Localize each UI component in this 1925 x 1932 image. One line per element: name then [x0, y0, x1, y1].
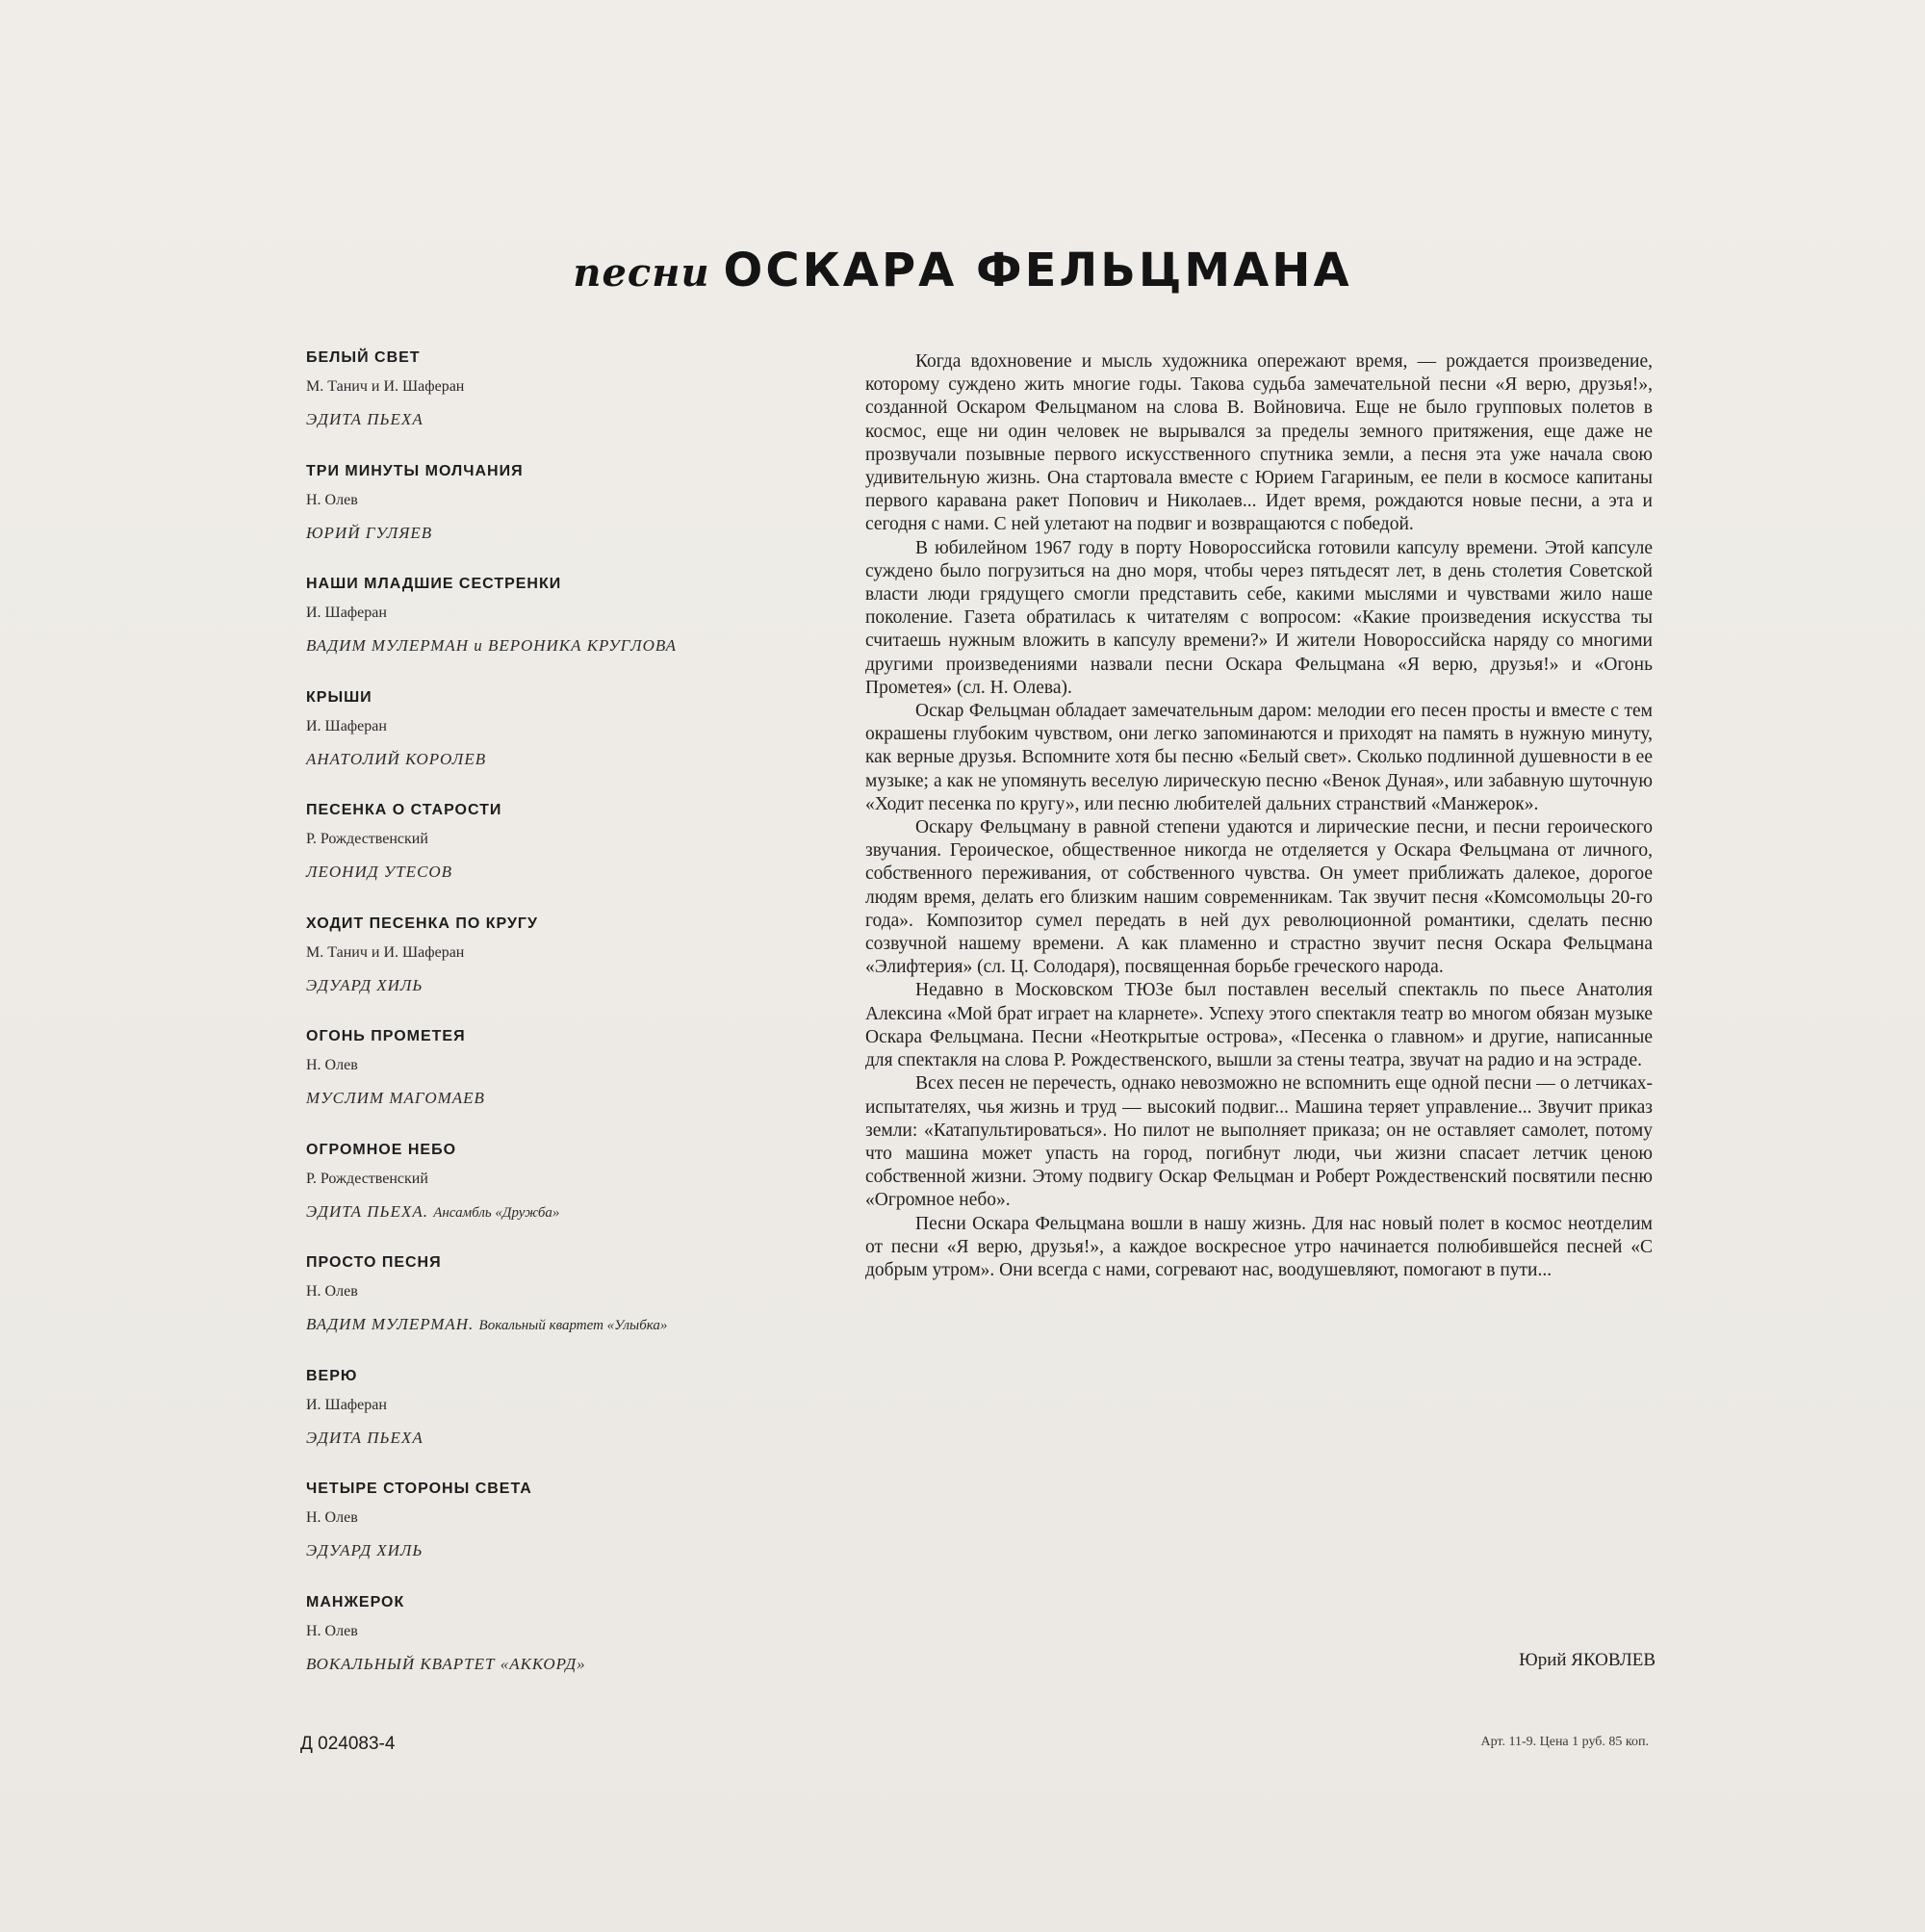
lyricist: Н. Олев — [306, 1509, 358, 1526]
performer — [306, 1533, 845, 1569]
song-title: БЕЛЫЙ СВЕТ — [306, 349, 421, 366]
track-item — [306, 1475, 845, 1588]
track-item — [306, 570, 845, 683]
track-item — [306, 457, 845, 571]
performer-name: ВОКАЛЬНЫЙ КВАРТЕТ «АККОРД» — [306, 1654, 586, 1673]
liner-paragraph: Когда вдохновение и мысль художника опережают время, — рождается произведение, которому суждено жить многие годы. Такова судьба замечательной песни «Я верю, друзья!», созданной Оскаром Фельцманом на слова В. Войновича. Еще не было групповых полетов в космос, еще ни один человек не вырывался за пределы земного притяжения, еще даже не прозвучали позывные первого искусственного спутника земли, а песня эта уже начала свою удивительную жизнь. Она стартовала вместе с Юрием Гагариным, ее пели в космосе капитаны первого каравана ракет Попович и Николаев... Идет время, рождаются новые песни, а эта и сегодня с нами. С ней улетают на подвиг и возвращаются с победой. — [865, 351, 1653, 535]
performer — [306, 1080, 845, 1117]
author-signature: Юрий ЯКОВЛЕВ — [1519, 1650, 1656, 1670]
track-item — [306, 344, 845, 457]
performer — [306, 1646, 845, 1683]
performer-name: ЭДИТА ПЬЕХА — [306, 1428, 424, 1447]
song-title: МАНЖЕРОК — [306, 1593, 405, 1610]
liner-paragraph: Всех песен не перечесть, однако невозможно не вспомнить еще одной песни — о летчиках-испытателях, чья жизнь и труд — высокий подвиг... Машина теряет управление... Звучит приказ земли: «Катапультироваться». Но пилот не выполняет приказа; он не оставляет самолет, потому что машина может упасть на город, погибнут люди, чьи жизни спасает летчик ценою собственной жизни. Этому подвигу Оскар Фельцман и Роберт Рождественский посвятили песню «Огромное небо». — [865, 1073, 1653, 1211]
lyricist: Н. Олев — [306, 1057, 358, 1073]
performer-extra: Вокальный квартет «Улыбка» — [478, 1318, 668, 1333]
song-title: ПЕСЕНКА О СТАРОСТИ — [306, 802, 502, 818]
performer — [306, 1306, 845, 1343]
album-title — [0, 244, 1925, 297]
lyricist: М. Танич и И. Шаферан — [306, 943, 465, 961]
performer-name: ЮРИЙ ГУЛЯЕВ — [306, 523, 433, 542]
lyricist: Н. Олев — [306, 1622, 358, 1639]
performer — [306, 1420, 845, 1456]
liner-paragraph: Недавно в Московском ТЮЗе был поставлен веселый спектакль по пьесе Анатолия Алексина «Мой брат играет на кларнете». Успеху этого спектакля театр во многом обязан музыке Оскара Фельцмана. Песни «Неоткрытые острова», «Песенка о главном» и другие, написанные для спектакля на слова Р. Рождественского, вышли за стены театра, звучат на радио и на эстраде. — [865, 980, 1653, 1071]
track-item — [306, 796, 845, 910]
track-item — [306, 1249, 845, 1362]
track-item — [306, 683, 845, 797]
performer-name: ЛЕОНИД УТЕСОВ — [306, 863, 453, 881]
lyricist: И. Шаферан — [306, 605, 387, 621]
composer-name: ОСКАРА ФЕЛЬЦМАНА — [723, 244, 1352, 297]
song-title: ПРОСТО ПЕСНЯ — [306, 1254, 442, 1271]
track-item — [306, 910, 845, 1023]
performer-name: АНАТОЛИЙ КОРОЛЕВ — [306, 749, 487, 768]
performer-name: ВАДИМ МУЛЕРМАН и ВЕРОНИКА КРУГЛОВА — [306, 636, 677, 655]
catalog-number: Д 024083-4 — [300, 1734, 396, 1754]
liner-paragraph: Оскару Фельцману в равной степени удаются и лирические песни, и песни героического звучания. Героическое, общественное никогда не отделяется у Оскара Фельцмана от личного, собственного переживания, от собственного чувства. Он умеет приближать далекое, дорогое людям время, делать его близким нашим современникам. Так звучит песня «Комсомольцы 20-го года». Композитор сумел передать в ней дух революционной романтики, сделать песню созвучной нашему времени. А как пламенно и страстно звучит песня Оскара Фельцмана «Элифтерия» (сл. Ц. Солодаря), посвященная борьбе греческого народа. — [865, 817, 1653, 978]
track-item — [306, 1022, 845, 1136]
price-info: Арт. 11-9. Цена 1 руб. 85 коп. — [1480, 1735, 1649, 1749]
song-title: ВЕРЮ — [306, 1367, 358, 1384]
liner-paragraph: Песни Оскара Фельцмана вошли в нашу жизнь. Для нас новый полет в космос неотделим от песни «Я верю, друзья!», а каждое воскресное утро начинается полюбившейся песней «С добрым утром». Они всегда с нами, согревают нас, воодушевляют, помогают в пути... — [865, 1213, 1653, 1280]
lyricist: И. Шаферан — [306, 1396, 387, 1413]
performer-name: ЭДИТА ПЬЕХА. — [306, 1201, 428, 1221]
title-prefix: песни — [573, 250, 710, 296]
performer-name: ЭДИТА ПЬЕХА — [306, 410, 424, 428]
song-title: ОГРОМНОЕ НЕБО — [306, 1141, 457, 1158]
track-item — [306, 1588, 845, 1702]
lyricist: М. Танич и И. Шаферан — [306, 378, 465, 395]
performer — [306, 515, 845, 552]
song-title: НАШИ МЛАДШИЕ СЕСТРЕНКИ — [306, 576, 562, 592]
performer — [306, 741, 845, 778]
lyricist: Р. Рождественский — [306, 831, 428, 847]
performer — [306, 401, 845, 438]
performer — [306, 967, 845, 1004]
lyricist: И. Шаферан — [306, 717, 387, 734]
song-title: КРЫШИ — [306, 688, 372, 706]
track-item — [306, 1136, 845, 1249]
performer-name: ВАДИМ МУЛЕРМАН. — [306, 1315, 475, 1333]
performer — [306, 1194, 845, 1230]
performer — [306, 628, 845, 664]
song-title: ТРИ МИНУТЫ МОЛЧАНИЯ — [306, 462, 524, 479]
lyricist: Р. Рождественский — [306, 1170, 428, 1187]
liner-paragraph: В юбилейном 1967 году в порту Новороссийска готовили капсулу времени. Этой капсуле суждено было погрузиться на дно моря, чтобы через пятьдесят лет, в день столетия Советской власти люди грядущего смогли представить себе, какими мыслями и чувствами жило наше поколение. Газета обратилась к читателям с вопросом: «Какие произведения искусства ты считаешь нужным вложить в капсулу времени?» И жители Новороссийска наряду со многими другими произведениями назвали песни Оскара Фельцмана «Я верю, друзья!» и «Огонь Прометея» (сл. Н. Олева). — [865, 537, 1653, 698]
liner-notes — [865, 350, 1653, 1282]
liner-paragraph: Оскар Фельцман обладает замечательным даром: мелодии его песен просты и вместе с тем окрашены глубоким чувством, они легко запоминаются и приходят на память в нужную минуту, как верные друзья. Вспомните хотя бы песню «Белый свет». Сколько подлинной душевности в ее музыке; а как не упомянуть веселую лирическую песню «Венок Дуная», или забавную шуточную «Ходит песенка по кругу», или песню любителей дальних странствий «Манжерок». — [865, 701, 1653, 814]
performer-extra: Ансамбль «Дружба» — [433, 1204, 560, 1221]
lyricist: Н. Олев — [306, 491, 358, 508]
track-item — [306, 1362, 845, 1476]
performer-name: ЭДУАРД ХИЛЬ — [306, 1541, 424, 1559]
lyricist: Н. Олев — [306, 1283, 358, 1300]
performer-name: ЭДУАРД ХИЛЬ — [306, 975, 424, 994]
performer-name: МУСЛИМ МАГОМАЕВ — [306, 1089, 485, 1107]
track-list — [306, 344, 845, 1701]
song-title: ХОДИТ ПЕСЕНКА ПО КРУГУ — [306, 914, 538, 932]
song-title: ОГОНЬ ПРОМЕТЕЯ — [306, 1028, 466, 1044]
performer — [306, 854, 845, 890]
song-title: ЧЕТЫРЕ СТОРОНЫ СВЕТА — [306, 1481, 532, 1497]
